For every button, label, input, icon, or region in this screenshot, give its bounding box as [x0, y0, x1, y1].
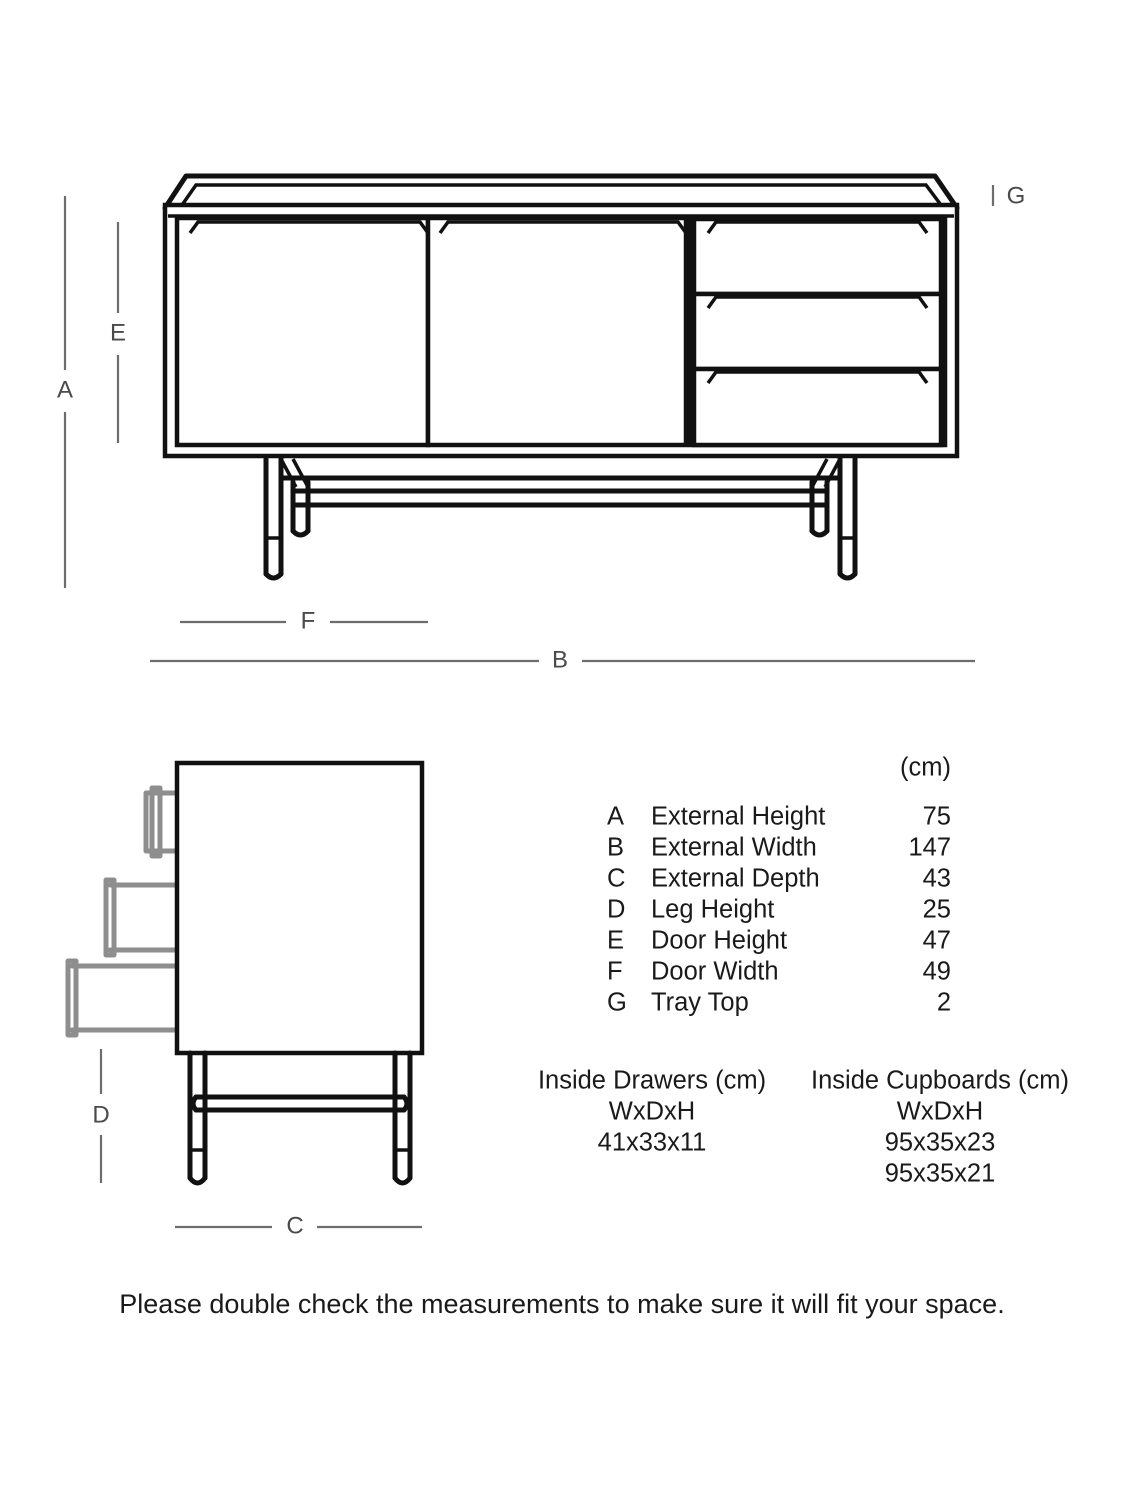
left-door-panel[interactable]: [177, 218, 428, 445]
legend-label: Door Height: [651, 926, 788, 955]
legend-units-header: (cm): [900, 753, 951, 782]
legend-label: External Height: [651, 802, 826, 831]
inside-cupboards-axes: WxDxH: [896, 1097, 984, 1126]
inside-drawers-value: 41x33x11: [597, 1128, 707, 1157]
inside-cupboards-value: 95x35x21: [884, 1159, 996, 1188]
middle-drawer[interactable]: [694, 294, 941, 369]
top-drawer[interactable]: [694, 219, 941, 294]
legend-key: D: [607, 895, 626, 924]
legend-label: Tray Top: [651, 988, 749, 1017]
legend-value: 49: [922, 957, 951, 986]
legend-value: 43: [922, 864, 951, 893]
inside-drawers-axes: WxDxH: [608, 1097, 696, 1126]
dimension-label-e: E: [109, 319, 127, 347]
side-stretcher-cap-right: [404, 1097, 407, 1110]
footer-note: Please double check the measurements to make sure it will fit your space.: [119, 1289, 1005, 1320]
dimension-label-g: G: [1006, 182, 1026, 210]
legend-key: E: [607, 926, 625, 955]
legend-value: 2: [936, 988, 951, 1017]
legend-key: G: [607, 988, 627, 1017]
side-cabinet-body: [177, 763, 422, 1053]
legend-label: External Width: [651, 833, 817, 862]
inside-cupboards-value: 95x35x23: [884, 1128, 996, 1157]
legend-label: Leg Height: [651, 895, 775, 924]
side-stretcher-cap-left: [193, 1097, 196, 1110]
dimension-label-d: D: [92, 1101, 110, 1129]
legend-key: F: [607, 957, 623, 986]
dimension-label-b: B: [551, 646, 569, 674]
legend-key: A: [607, 802, 625, 831]
legend-value: 47: [922, 926, 951, 955]
bottom-drawer[interactable]: [694, 369, 941, 445]
dimension-label-a: A: [56, 376, 74, 404]
legend-label: External Depth: [651, 864, 820, 893]
legend-key: C: [607, 864, 626, 893]
dimension-label-c: C: [286, 1212, 304, 1240]
dimension-label-f: F: [300, 607, 316, 635]
legend-value: 75: [922, 802, 951, 831]
legend-label: Door Width: [651, 957, 779, 986]
right-door-panel[interactable]: [428, 218, 686, 445]
legend-value: 25: [922, 895, 951, 924]
legend-key: B: [607, 833, 625, 862]
inside-drawers-title: Inside Drawers (cm): [537, 1066, 767, 1095]
inside-cupboards-title: Inside Cupboards (cm): [811, 1066, 1069, 1095]
legend-value: 147: [908, 833, 951, 862]
